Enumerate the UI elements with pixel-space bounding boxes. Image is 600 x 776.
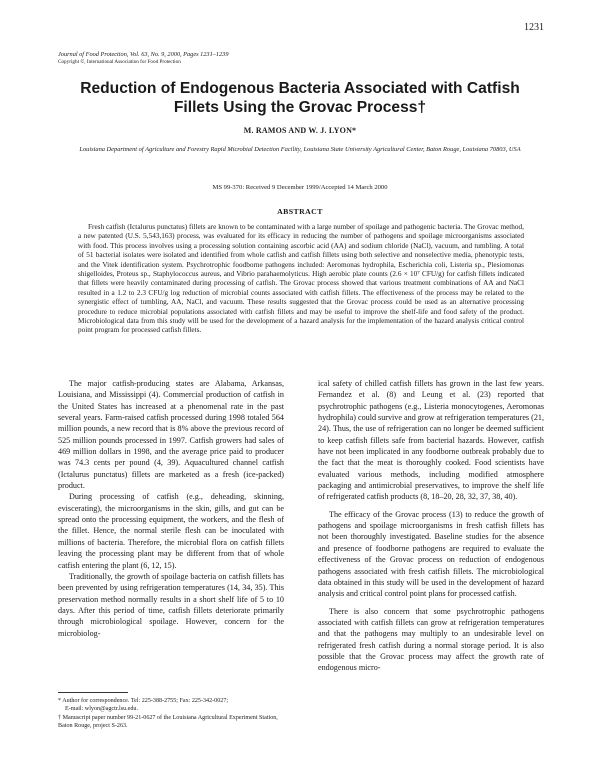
- abstract-heading: ABSTRACT: [277, 207, 323, 216]
- body-paragraph: There is also concern that some psychrotrophic pathogens associated with catfish fillets can grow at refrigeration temperatures and that the pathogens may multiply to an undesirable level on refrigerated fresh catfish during a normal storage period. It is also possible that the Grovac process may affect the growth rate of endogenous micro-: [318, 606, 544, 673]
- article-title: Reduction of Endogenous Bacteria Associated with Catfish Fillets Using the Grovac Process†: [80, 80, 520, 116]
- footnote-corresponding-author: * Author for correspondence. Tel: 225-388-2755; Fax: 225-342-0027;: [58, 698, 229, 704]
- journal-citation: Journal of Food Protection, Vol. 63, No. 9, 2000, Pages 1231–1239: [58, 51, 229, 58]
- page-number: 1231: [524, 22, 544, 33]
- author-list: M. RAMOS AND W. J. LYON*: [243, 126, 357, 135]
- copyright-notice: Copyright ©, International Association for Food Protection: [58, 59, 181, 65]
- manuscript-dates: MS 99-370: Received 9 December 1999/Accepted 14 March 2000: [212, 184, 388, 191]
- abstract-body: [78, 223, 524, 336]
- body-paragraph: ical safety of chilled catfish fillets has grown in the last few years. Fernandez et al. (8) and Leung et al. (23) reported that psychrotrophic pathogens (e.g., Listeria monocytogenes, Aeromonas hydrophila) could survive and grow at refrigeration temperatures (21, 24). Thus, the use of refrigeration can no longer be deemed sufficient to keep catfish fillets safe from bacterial hazards. However, catfish have not been implicated in any foodborne outbreak probably due to the fact that the meat is thoroughly cooked. Food scientists have evaluated various methods, including modified atmosphere packaging and antimicrobial preservatives, to improve the shelf life of refrigerated catfish products (8, 18–20, 28, 32, 37, 38, 40).: [318, 379, 544, 502]
- footnote-email: E-mail: wlyon@agctr.lsu.edu.: [65, 706, 138, 713]
- body-paragraph: The major catfish-producing states are Alabama, Arkansas, Louisiana, and Mississippi (4). Commercial production of catfish in the United States has increased at a phenomenal rate in the past several years. Farm-raised catfish processed during 1998 totaled 564 million pounds, a new record that is 8% above the previous record of 525 million pounds processed in 1997. Catfish growers had sales of 469 million dollars in 1998, and the average price paid to producer was 74.3 cents per pound (4, 39). Aquacultured channel catfish (Ictalurus punctatus) fillets are marketed as a fresh (ice-packed) product.: [58, 379, 284, 491]
- author-affiliation: Louisiana Department of Agriculture and Forestry Rapid Microbial Detection Facility, Louisiana State University Agricultural Center, Baton Rouge, Louisiana 70803, USA: [79, 146, 521, 153]
- footnote-manuscript: † Manuscript paper number 99-21-0627 of the Louisiana Agricultural Experiment Station, Baton Rouge, project S-263.: [58, 714, 278, 730]
- body-column-right: [318, 378, 544, 674]
- footnote-rule: [58, 692, 128, 693]
- abstract-paragraph: Fresh catfish (Ictalurus punctatus) fillets are known to be contaminated with a large number of spoilage and pathogenic bacteria. The Grovac method, a new patented (U.S. 5,543,163) process, was evaluated for its efficacy in reducing the number of pathogens and spoilage microorganisms associated with food. This process involves using a processing solution containing ascorbic acid (AA) and sodium chloride (NaCl), vacuum, and tumbling. A total of 51 bacterial isolates were isolated and identified from whole catfish and catfish fillets using both selective and nonselective media, phenotypic tests, and the Vitek identification system. Psychrotrophic foodborne pathogens included: Aeromonas hydrophila, Escherichia coli, Listeria sp., Plesiomonas shigelloides, Proteus sp., Staphylococcus aureus, and Vibrio parahaemolyticus. High aerobic plate counts (2.6 × 10⁷ CFU/g) for catfish fillets indicated that fillets were heavily contaminated during processing of catfish. The Grovac process showed that various treatment combinations of AA and NaCl resulted in a 1.2 to 2.3 CFU/g log reduction of microbial counts associated with catfish fillets. The effectiveness of the process may be related to the synergistic effect of tumbling, AA, NaCl, and vacuum. These results suggested that the Grovac process could be used as an alternative processing procedure to reduce microbial populations associated with catfish fillets and may be useful to improve the shelf-life and food safety of the product. Microbiological data from this study will be used for the development of a hazard analysis for the implementation of the hazard analysis critical control point program for processed catfish fillets.: [78, 223, 524, 335]
- footnotes: [58, 692, 284, 731]
- body-paragraph: Traditionally, the growth of spoilage bacteria on catfish fillets has been prevented by using refrigeration temperatures (14, 34, 35). This preservation method normally results in a short shelf life of 5 to 10 days. After this period of time, catfish fillets deteriorate primarily through microbiological spoilage. However, concern for the microbiolog-: [58, 571, 284, 638]
- body-paragraph: During processing of catfish (e.g., deheading, skinning, eviscerating), the microorganisms in the skin, gills, and gut can be spread onto the processing equipment, the workers, and the flesh of the fillet. Hence, the normal sterile flesh can be inoculated with millions of bacteria. Therefore, the microbial flora on catfish fillets leaving the processing plant may be different from that of whole catfish entering the plant (6, 12, 15).: [58, 492, 284, 570]
- body-column-left: [58, 378, 284, 639]
- body-paragraph: The efficacy of the Grovac process (13) to reduce the growth of pathogens and spoilage microorganisms in fresh catfish fillets has not been thoroughly investigated. Baseline studies for the absence and presence of foodborne pathogens are required to evaluate the effectiveness of the Grovac process on reduction of endogenous pathogens associated with fresh catfish fillets. The microbiological data obtained in this study will be used in the development of hazard analysis and critical control point plans for processed catfish.: [318, 509, 544, 599]
